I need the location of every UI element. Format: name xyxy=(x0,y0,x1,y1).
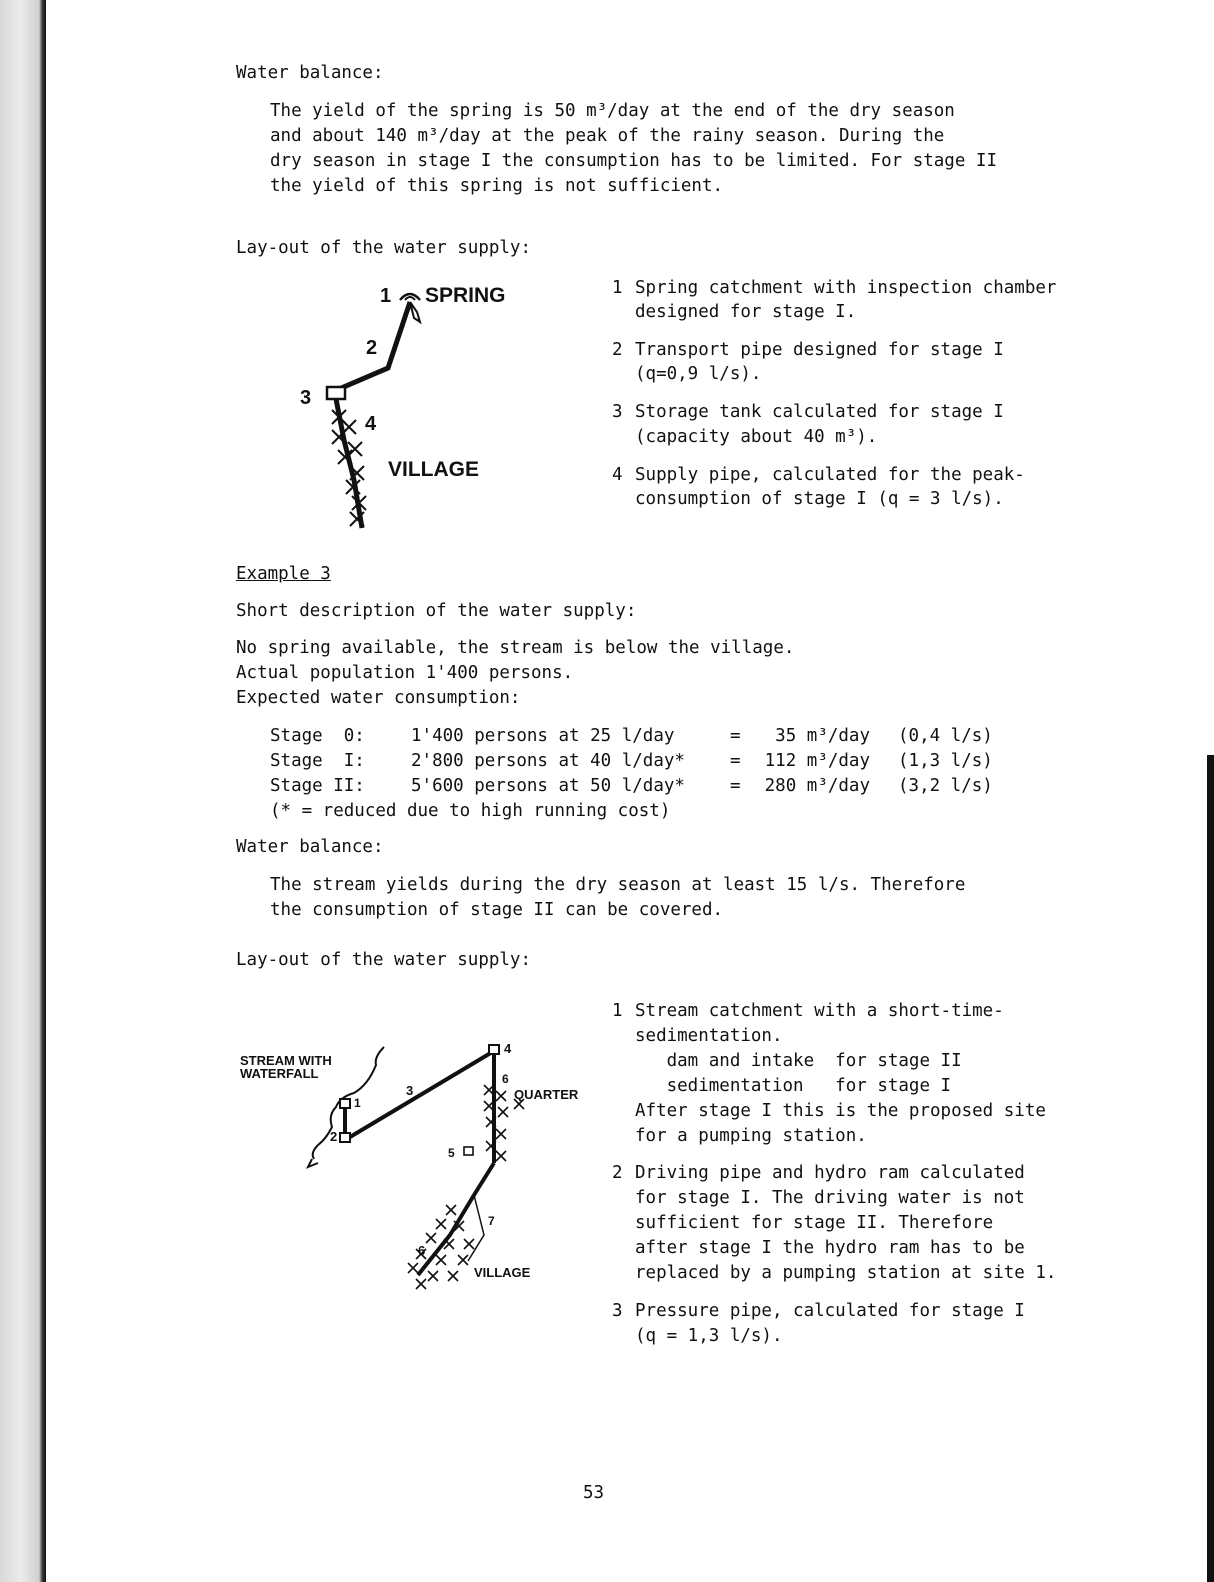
legend-text: Pressure pipe, calculated for stage I xyxy=(635,1301,1025,1321)
stage-label: Stage II: xyxy=(270,776,365,796)
legend-text: for a pumping station. xyxy=(635,1126,867,1146)
label-3: 3 xyxy=(406,1083,414,1098)
water-balance-heading: Water balance: xyxy=(236,63,384,83)
water-balance-heading: Water balance: xyxy=(236,837,384,857)
legend-text: sufficient for stage II. Therefore xyxy=(635,1213,994,1233)
desc-line: Actual population 1'400 persons. xyxy=(236,663,574,683)
label-7: 7 xyxy=(488,1214,495,1228)
legend-text: Driving pipe and hydro ram calculated xyxy=(635,1163,1025,1183)
stage-volume: 112 m³/day xyxy=(764,751,870,771)
legend-num: 3 xyxy=(612,402,623,422)
storage-tank xyxy=(327,387,345,399)
tank-5-box xyxy=(464,1147,473,1155)
catchment-box xyxy=(340,1099,350,1108)
water-balance-line: and about 140 m³/day at the peak of the rainy season. During the xyxy=(270,126,945,146)
legend-num: 1 xyxy=(612,278,623,298)
label-3: 3 xyxy=(300,387,312,409)
stream-layout-diagram xyxy=(236,1035,596,1305)
legend-text: designed for stage I. xyxy=(635,302,857,322)
stage-flow: (3,2 l/s) xyxy=(898,776,993,796)
legend-text: Supply pipe, calculated for the peak- xyxy=(635,465,1025,485)
stage-note: (* = reduced due to high running cost) xyxy=(270,801,671,821)
label-6-village: 6 xyxy=(418,1243,426,1258)
legend-text: dam and intake for stage II xyxy=(635,1051,962,1071)
stage-persons: 2'800 persons at 40 l/day* xyxy=(411,751,685,771)
legend-text: for stage I. The driving water is not xyxy=(635,1188,1025,1208)
legend-text: replaced by a pumping station at site 1. xyxy=(635,1263,1057,1283)
legend-text: sedimentation. xyxy=(635,1026,783,1046)
layout-heading: Lay-out of the water supply: xyxy=(236,238,532,258)
label-village: VILLAGE xyxy=(388,458,480,481)
water-balance-line: The stream yields during the dry season at least 15 l/s. Therefore xyxy=(270,875,966,895)
branch-pipe-7 xyxy=(468,1195,484,1261)
label-stream: STREAM WITH xyxy=(240,1053,332,1068)
legend-num: 3 xyxy=(612,1301,623,1321)
stage-eq: = xyxy=(730,751,741,771)
label-2: 2 xyxy=(366,337,378,359)
label-spring: SPRING xyxy=(425,284,506,307)
legend-text: (q = 1,3 l/s). xyxy=(635,1326,783,1346)
legend-num: 1 xyxy=(612,1001,623,1021)
water-balance-line: The yield of the spring is 50 m³/day at the end of the dry season xyxy=(270,101,955,121)
short-desc-heading: Short description of the water supply: xyxy=(236,601,637,621)
stage-label: Stage 0: xyxy=(270,726,365,746)
label-2: 2 xyxy=(330,1129,338,1144)
label-4: 4 xyxy=(365,413,377,435)
legend-text: Spring catchment with inspection chamber xyxy=(635,278,1057,298)
label-1: 1 xyxy=(354,1096,361,1110)
legend-text: After stage I this is the proposed site xyxy=(635,1101,1046,1121)
supply-pipe-village xyxy=(418,1163,494,1275)
stage-flow: (1,3 l/s) xyxy=(898,751,993,771)
legend-num: 2 xyxy=(612,1163,623,1183)
water-balance-line: the yield of this spring is not sufficient. xyxy=(270,176,724,196)
desc-line: Expected water consumption: xyxy=(236,688,521,708)
label-4: 4 xyxy=(504,1041,512,1056)
water-balance-line: the consumption of stage II can be covered. xyxy=(270,900,724,920)
layout-heading: Lay-out of the water supply: xyxy=(236,950,532,970)
legend-text: after stage I the hydro ram has to be xyxy=(635,1238,1025,1258)
stream-arrow xyxy=(308,1159,318,1167)
legend-text: sedimentation for stage I xyxy=(635,1076,952,1096)
stage-eq: = xyxy=(730,726,741,746)
legend-text: (q=0,9 l/s). xyxy=(635,364,762,384)
spring-symbol-inner xyxy=(405,297,415,300)
stage-label: Stage I: xyxy=(270,751,365,771)
label-village: VILLAGE xyxy=(474,1265,531,1280)
stage-flow: (0,4 l/s) xyxy=(898,726,993,746)
desc-line: No spring available, the stream is below the village. xyxy=(236,638,795,658)
example-title: Example 3 xyxy=(236,564,331,584)
label-quarter: QUARTER xyxy=(514,1087,579,1102)
legend-text: Storage tank calculated for stage I xyxy=(635,402,1004,422)
stage-volume: 280 m³/day xyxy=(764,776,870,796)
pressure-pipe xyxy=(350,1051,494,1137)
legend-text: Transport pipe designed for stage I xyxy=(635,340,1004,360)
label-1: 1 xyxy=(380,285,392,307)
legend-text: (capacity about 40 m³). xyxy=(635,427,878,447)
stage-eq: = xyxy=(730,776,741,796)
label-5: 5 xyxy=(448,1146,455,1160)
page-right-edge xyxy=(1207,755,1214,1582)
reservoir-box xyxy=(489,1045,499,1054)
spring-layout-diagram xyxy=(270,270,540,545)
legend-text: Stream catchment with a short-time- xyxy=(635,1001,1004,1021)
stage-persons: 1'400 persons at 25 l/day xyxy=(411,726,696,746)
stage-volume: 35 m³/day xyxy=(775,726,870,746)
legend-text: consumption of stage I (q = 3 l/s). xyxy=(635,489,1004,509)
legend-num: 4 xyxy=(612,465,623,485)
page-number: 53 xyxy=(583,1483,605,1503)
label-6-quarter: 6 xyxy=(502,1072,509,1086)
label-waterfall: WATERFALL xyxy=(240,1066,319,1081)
legend-num: 2 xyxy=(612,340,623,360)
stage-persons: 5'600 persons at 50 l/day* xyxy=(411,776,685,796)
page-binding-edge xyxy=(0,0,46,1582)
hydro-ram-box xyxy=(340,1133,350,1142)
water-balance-line: dry season in stage I the consumption has to be limited. For stage II xyxy=(270,151,997,171)
